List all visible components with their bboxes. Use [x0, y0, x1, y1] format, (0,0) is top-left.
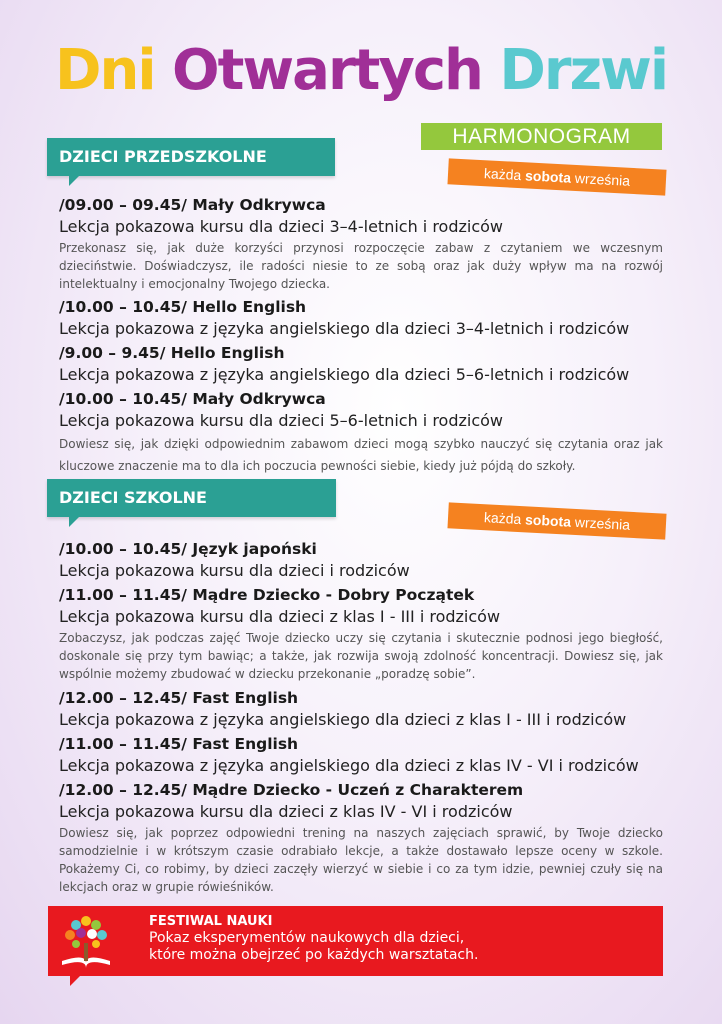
lesson-title: Lekcja pokazowa z języka angielskiego dla dzieci 3–4-letnich i rodziców — [59, 319, 630, 338]
schedule-item — [59, 388, 663, 477]
time-slot: /10.00 – 10.45/ Język japoński — [59, 540, 317, 558]
festival-banner — [48, 906, 663, 976]
schedule-item — [59, 342, 663, 386]
time-slot: /11.00 – 11.45/ Mądre Dziecko - Dobry Początek — [59, 586, 475, 604]
time-slot: /9.00 – 9.45/ Hello English — [59, 344, 285, 362]
festival-text — [149, 914, 478, 964]
lesson-description: Dowiesz się, jak poprzez odpowiedni trening na naszych zajęciach sprawić, by Twoje dziecko samodzielnie i w krótszym czasie odrabiało lekcje, a także dostawało lepsze oceny w szkole. Pokażemy Ci, co robimy, by dzieci zaczęły wierzyć w siebie i co za tym idzie, pewniej czuły się na lekcjach oraz w grupie rówieśników. — [59, 826, 663, 894]
lesson-title: Lekcja pokazowa z języka angielskiego dla dzieci z klas IV - VI i rodziców — [59, 756, 639, 775]
section-heading-preschool: DZIECI PRZEDSZKOLNE — [47, 138, 335, 176]
schedule-item — [59, 296, 663, 340]
book-tree-icon — [56, 911, 116, 971]
page-title — [55, 36, 675, 106]
lesson-title: Lekcja pokazowa z języka angielskiego dla dzieci 5–6-letnich i rodziców — [59, 365, 630, 384]
schedule-item — [59, 779, 663, 896]
badge-saturday-preschool — [447, 158, 666, 195]
badge-bold: sobota — [524, 511, 572, 530]
time-slot: /10.00 – 10.45/ Hello English — [59, 298, 307, 316]
badge-bold: sobota — [524, 167, 572, 186]
time-slot: /09.00 – 09.45/ Mały Odkrywca — [59, 196, 326, 214]
lesson-description: Dowiesz się, jak dzięki odpowiednim zabawom dzieci mogą szybko nauczyć się czytania oraz jak kluczowe znaczenie ma to dla ich poczucia pewności siebie, kiedy już pójdą do szkoły. — [59, 437, 663, 473]
lesson-title: Lekcja pokazowa kursu dla dzieci i rodziców — [59, 561, 410, 580]
lesson-title: Lekcja pokazowa kursu dla dzieci z klas I - III i rodziców — [59, 607, 501, 626]
lesson-title: Lekcja pokazowa kursu dla dzieci 3–4-letnich i rodziców — [59, 217, 504, 236]
lesson-title: Lekcja pokazowa z języka angielskiego dla dzieci z klas I - III i rodziców — [59, 710, 627, 729]
badge-post: września — [574, 513, 631, 533]
time-slot: /12.00 – 12.45/ Fast English — [59, 689, 299, 707]
festival-title: FESTIWAL NAUKI — [149, 914, 273, 929]
badge-post: września — [574, 169, 631, 189]
schedule-item — [59, 584, 663, 683]
badge-pre: każda — [483, 509, 522, 528]
badge-pre: każda — [483, 165, 522, 184]
time-slot: /11.00 – 11.45/ Fast English — [59, 735, 299, 753]
title-word-drzwi: Drzwi — [499, 38, 668, 103]
title-word-dni: Dni — [55, 38, 155, 103]
subtitle-banner: HARMONOGRAM — [421, 123, 662, 150]
schedule-item — [59, 538, 663, 582]
schedule-item — [59, 733, 663, 777]
festival-line: Pokaz eksperymentów naukowych dla dzieci, — [149, 930, 465, 946]
lesson-title: Lekcja pokazowa kursu dla dzieci 5–6-letnich i rodziców — [59, 411, 504, 430]
schedule-item — [59, 194, 663, 293]
badge-saturday-school — [447, 502, 666, 539]
lesson-description: Zobaczysz, jak podczas zajęć Twoje dziecko uczy się czytania i skutecznie podnosi jego biegłość, doskonale się przy tym bawiąc; a także, jak rozwija swoją zdolność koncentracji. Dowiesz się, jak wspólnie możemy zbudować w dziecku przekonanie „poradzę sobie”. — [59, 631, 663, 681]
schedule-item — [59, 687, 663, 731]
time-slot: /10.00 – 10.45/ Mały Odkrywca — [59, 390, 326, 408]
lesson-title: Lekcja pokazowa kursu dla dzieci z klas IV - VI i rodziców — [59, 802, 513, 821]
section-heading-school: DZIECI SZKOLNE — [47, 479, 336, 517]
time-slot: /12.00 – 12.45/ Mądre Dziecko - Uczeń z Charakterem — [59, 781, 524, 799]
lesson-description: Przekonasz się, jak duże korzyści przynosi rozpoczęcie zabaw z czytaniem we wczesnym dzieciństwie. Doświadczysz, ile radości niesie to ze sobą oraz jak duży wpływ ma na rozwój intelektualny i emocjonalny Twojego dziecka. — [59, 241, 663, 291]
festival-line: które można obejrzeć po każdych warsztatach. — [149, 947, 479, 963]
title-word-otwartych: Otwartych — [172, 38, 482, 103]
